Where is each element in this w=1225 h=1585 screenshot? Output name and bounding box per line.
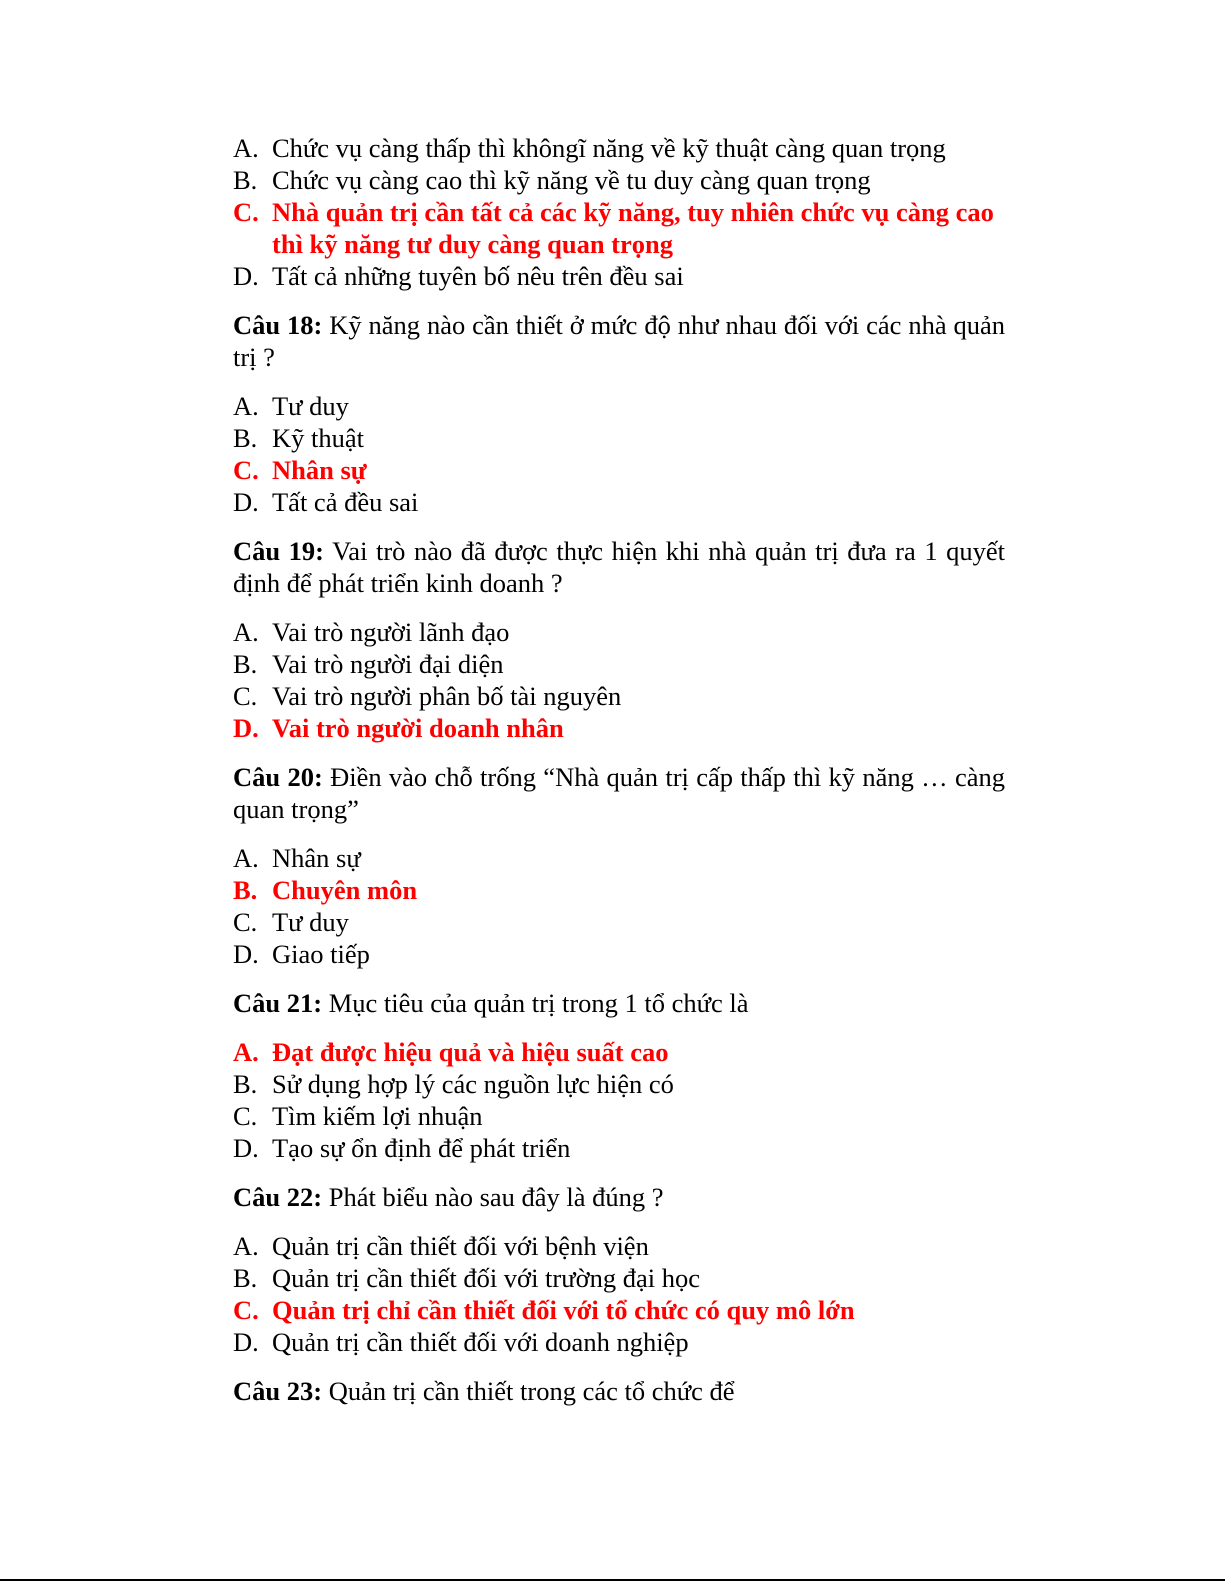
option-letter: C. [233,1101,258,1131]
option-text: Tất cả đều sai [272,487,419,517]
option-letter: B. [233,1069,258,1099]
option-d [233,938,1005,970]
prev-question-options [233,132,1005,292]
question-text: Kỹ năng nào cần thiết ở mức độ như nhau đối với các nhà quản trị ? [233,310,1006,372]
option-text: Nhân sự [272,455,367,485]
option-d [233,1326,1005,1358]
option-text: Nhà quản trị cần tất cả các kỹ năng, tuy nhiên chức vụ càng cao thì kỹ năng tư duy càng quan trọng [272,197,994,259]
option-letter: C. [233,907,258,937]
option-text: Chức vụ càng cao thì kỹ năng về tu duy càng quan trọng [272,165,871,195]
question-number: Câu 23: [233,1376,323,1406]
question-stem [233,309,1005,373]
option-a [233,390,1005,422]
option-a [233,132,1005,164]
option-b [233,422,1005,454]
option-b [233,1068,1005,1100]
option-d [233,1132,1005,1164]
option-letter: C. [233,1295,259,1325]
option-a [233,1230,1005,1262]
option-letter: C. [233,681,258,711]
option-letter: C. [233,455,259,485]
question-text: Phát biểu nào sau đây là đúng ? [328,1182,664,1212]
option-d [233,260,1005,292]
option-text: Chức vụ càng thấp thì khôngĩ năng về kỹ thuật càng quan trọng [272,133,946,163]
option-letter: B. [233,165,258,195]
option-letter: D. [233,1133,259,1163]
option-text: Tư duy [272,391,349,421]
option-text: Quản trị chỉ cần thiết đối với tổ chức có quy mô lớn [272,1295,855,1325]
option-c-correct [233,454,1005,486]
question-text: Vai trò nào đã được thực hiện khi nhà quản trị đưa ra 1 quyết định để phát triển kinh doanh ? [233,536,1006,598]
option-letter: B. [233,649,258,679]
option-text: Đạt được hiệu quả và hiệu suất cao [272,1037,669,1067]
option-text: Tư duy [272,907,349,937]
option-text: Quản trị cần thiết đối với bệnh viện [272,1231,649,1261]
option-c [233,906,1005,938]
option-text: Vai trò người doanh nhân [272,713,564,743]
option-text: Quản trị cần thiết đối với doanh nghiệp [272,1327,689,1357]
option-letter: C. [233,197,259,227]
question-22 [233,1181,1005,1358]
option-letter: B. [233,1263,258,1293]
option-a [233,616,1005,648]
option-c [233,680,1005,712]
option-c-correct [233,1294,1005,1326]
option-text: Vai trò người lãnh đạo [272,617,510,647]
option-d [233,486,1005,518]
question-20 [233,761,1005,970]
option-letter: A. [233,1231,259,1261]
option-letter: D. [233,713,259,743]
question-stem [233,1181,1005,1213]
option-text: Chuyên môn [272,875,418,905]
question-18 [233,309,1005,518]
question-number: Câu 22: [233,1182,323,1212]
question-23 [233,1375,1005,1407]
option-c [233,1100,1005,1132]
option-letter: A. [233,391,259,421]
option-letter: A. [233,617,259,647]
option-letter: A. [233,843,259,873]
question-stem [233,1375,1005,1407]
option-d-correct [233,712,1005,744]
option-letter: D. [233,939,259,969]
option-b [233,1262,1005,1294]
option-text: Tìm kiếm lợi nhuận [272,1101,483,1131]
question-text: Mục tiêu của quản trị trong 1 tổ chức là [328,988,749,1018]
question-number: Câu 19: [233,536,325,566]
question-number: Câu 21: [233,988,323,1018]
option-text: Vai trò người phân bố tài nguyên [272,681,622,711]
option-b [233,648,1005,680]
option-text: Tạo sự ổn định để phát triển [272,1133,571,1163]
page-bottom-border [0,1579,1225,1581]
question-number: Câu 20: [233,762,323,792]
option-letter: D. [233,487,259,517]
option-text: Kỹ thuật [272,423,364,453]
option-b-correct [233,874,1005,906]
option-text: Sử dụng hợp lý các nguồn lực hiện có [272,1069,674,1099]
question-stem [233,761,1005,825]
question-text: Điền vào chỗ trống “Nhà quản trị cấp thấp thì kỹ năng … càng quan trọng” [233,762,1005,824]
option-letter: A. [233,1037,259,1067]
option-text: Nhân sự [272,843,361,873]
option-letter: A. [233,133,259,163]
question-21 [233,987,1005,1164]
option-text: Quản trị cần thiết đối với trường đại học [272,1263,701,1293]
option-text: Vai trò người đại diện [272,649,504,679]
option-a [233,842,1005,874]
option-letter: D. [233,261,259,291]
option-text: Giao tiếp [272,939,370,969]
question-stem [233,987,1005,1019]
option-letter: B. [233,875,258,905]
question-stem [233,535,1005,599]
document-page [233,132,1005,1424]
option-b [233,164,1005,196]
question-19 [233,535,1005,744]
option-a-correct [233,1036,1005,1068]
option-text: Tất cả những tuyên bố nêu trên đều sai [272,261,684,291]
option-c-correct [233,196,1005,260]
option-letter: B. [233,423,258,453]
option-letter: D. [233,1327,259,1357]
question-number: Câu 18: [233,310,323,340]
question-text: Quản trị cần thiết trong các tổ chức để [328,1376,735,1406]
